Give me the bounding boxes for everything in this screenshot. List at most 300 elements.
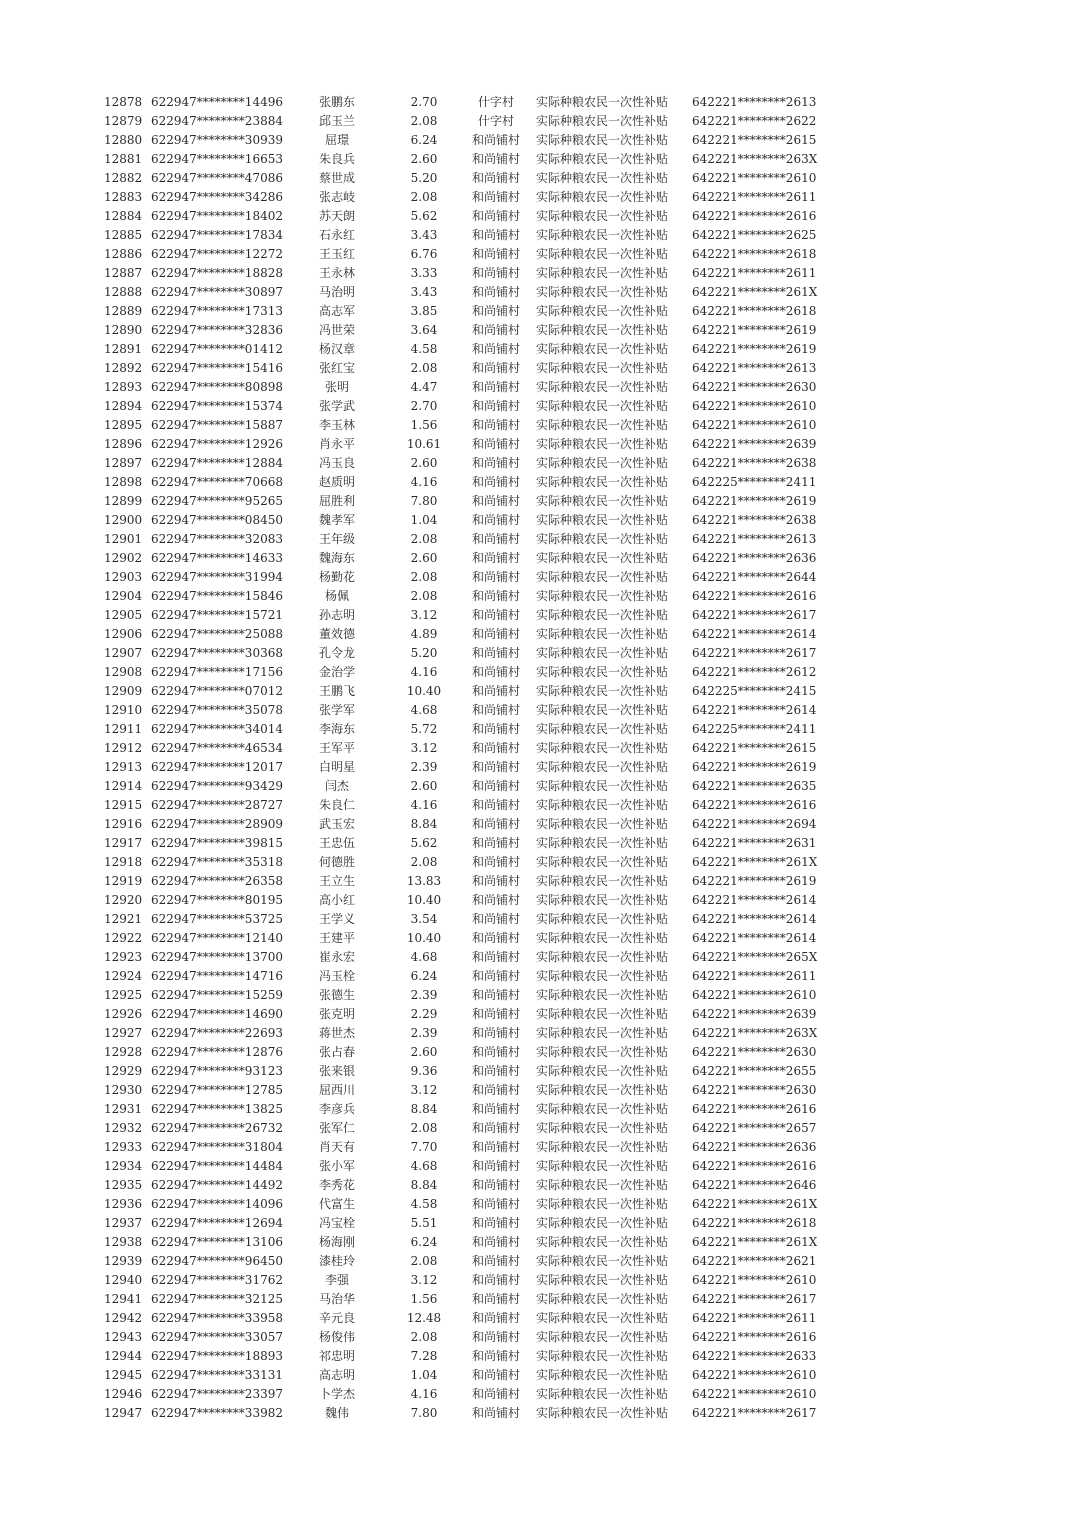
subsidy-type: 实际种粮农民一次性补贴 (536, 133, 669, 147)
bank-account: 622947********07012 (151, 684, 283, 698)
table-row (0, 986, 1074, 1005)
id-number: 642221********2617 (692, 1406, 817, 1420)
table-row (0, 834, 1074, 853)
table-row (0, 606, 1074, 625)
farmer-name: 孙志明 (318, 608, 355, 622)
subsidy-type: 实际种粮农民一次性补贴 (536, 1083, 669, 1097)
village-name: 和尚铺村 (471, 1273, 520, 1287)
bank-account: 622947********12140 (151, 931, 283, 945)
subsidy-amount: 4.58 (410, 1197, 438, 1211)
village-name: 和尚铺村 (471, 1178, 520, 1192)
row-number: 12891 (104, 342, 143, 356)
subsidy-type: 实际种粮农民一次性补贴 (536, 589, 669, 603)
row-number: 12932 (104, 1121, 143, 1135)
subsidy-amount: 3.43 (410, 285, 438, 299)
id-number: 642221********2618 (692, 247, 817, 261)
id-number: 642221********2611 (692, 1311, 817, 1325)
farmer-name: 武玉宏 (318, 817, 355, 831)
farmer-name: 杨俊伟 (318, 1330, 355, 1344)
bank-account: 622947********96450 (151, 1254, 283, 1268)
subsidy-amount: 6.24 (410, 133, 438, 147)
subsidy-amount: 3.12 (410, 1273, 438, 1287)
id-number: 642225********2411 (692, 722, 817, 736)
village-name: 和尚铺村 (471, 1330, 520, 1344)
bank-account: 622947********15721 (151, 608, 283, 622)
subsidy-type: 实际种粮农民一次性补贴 (536, 1235, 669, 1249)
table-row (0, 378, 1074, 397)
village-name: 什字村 (477, 95, 514, 109)
table-row (0, 93, 1074, 112)
farmer-name: 冯宝栓 (318, 1216, 355, 1230)
subsidy-type: 实际种粮农民一次性补贴 (536, 893, 669, 907)
subsidy-amount: 4.89 (410, 627, 438, 641)
farmer-name: 杨海刚 (318, 1235, 355, 1249)
village-name: 和尚铺村 (471, 304, 520, 318)
farmer-name: 王学义 (318, 912, 355, 926)
bank-account: 622947********28727 (151, 798, 283, 812)
farmer-name: 张学武 (318, 399, 355, 413)
bank-account: 622947********18893 (151, 1349, 283, 1363)
subsidy-amount: 3.12 (410, 741, 438, 755)
farmer-name: 杨勤花 (318, 570, 355, 584)
bank-account: 622947********17834 (151, 228, 283, 242)
id-number: 642221********2614 (692, 931, 817, 945)
table-row (0, 758, 1074, 777)
subsidy-amount: 7.80 (410, 494, 438, 508)
bank-account: 622947********17156 (151, 665, 283, 679)
row-number: 12934 (104, 1159, 143, 1173)
subsidy-amount: 5.72 (410, 722, 438, 736)
farmer-name: 李强 (324, 1273, 349, 1287)
table-row (0, 1195, 1074, 1214)
table-row (0, 1062, 1074, 1081)
subsidy-type: 实际种粮农民一次性补贴 (536, 950, 669, 964)
subsidy-amount: 7.28 (410, 1349, 438, 1363)
subsidy-amount: 4.16 (410, 1387, 438, 1401)
subsidy-amount: 2.39 (410, 988, 438, 1002)
farmer-name: 董效德 (318, 627, 355, 641)
village-name: 和尚铺村 (471, 722, 520, 736)
bank-account: 622947********31762 (151, 1273, 283, 1287)
table-row (0, 530, 1074, 549)
table-row (0, 967, 1074, 986)
row-number: 12928 (104, 1045, 143, 1059)
row-number: 12885 (104, 228, 143, 242)
bank-account: 622947********22693 (151, 1026, 283, 1040)
row-number: 12878 (104, 95, 143, 109)
subsidy-type: 实际种粮农民一次性补贴 (536, 209, 669, 223)
village-name: 和尚铺村 (471, 1406, 520, 1420)
subsidy-amount: 2.29 (410, 1007, 438, 1021)
table-row (0, 720, 1074, 739)
subsidy-type: 实际种粮农民一次性补贴 (536, 1254, 669, 1268)
table-row (0, 910, 1074, 929)
village-name: 和尚铺村 (471, 399, 520, 413)
subsidy-amount: 1.56 (410, 418, 438, 432)
table-row (0, 511, 1074, 530)
row-number: 12929 (104, 1064, 143, 1078)
table-row (0, 150, 1074, 169)
village-name: 和尚铺村 (471, 1387, 520, 1401)
village-name: 和尚铺村 (471, 1102, 520, 1116)
bank-account: 622947********17313 (151, 304, 283, 318)
subsidy-amount: 4.68 (410, 950, 438, 964)
row-number: 12906 (104, 627, 143, 641)
village-name: 和尚铺村 (471, 152, 520, 166)
id-number: 642221********2618 (692, 304, 817, 318)
subsidy-amount: 2.08 (410, 361, 438, 375)
village-name: 和尚铺村 (471, 570, 520, 584)
bank-account: 622947********12694 (151, 1216, 283, 1230)
subsidy-amount: 7.80 (410, 1406, 438, 1420)
subsidy-amount: 2.08 (410, 589, 438, 603)
row-number: 12887 (104, 266, 143, 280)
subsidy-type: 实际种粮农民一次性补贴 (536, 665, 669, 679)
row-number: 12903 (104, 570, 143, 584)
village-name: 和尚铺村 (471, 437, 520, 451)
table-row (0, 701, 1074, 720)
village-name: 和尚铺村 (471, 589, 520, 603)
village-name: 和尚铺村 (471, 1216, 520, 1230)
table-row (0, 321, 1074, 340)
village-name: 和尚铺村 (471, 1349, 520, 1363)
table-row (0, 1347, 1074, 1366)
subsidy-type: 实际种粮农民一次性补贴 (536, 1387, 669, 1401)
farmer-name: 王年级 (318, 532, 355, 546)
village-name: 和尚铺村 (471, 361, 520, 375)
farmer-name: 王玉红 (318, 247, 355, 261)
table-row (0, 739, 1074, 758)
id-number: 642221********2638 (692, 456, 817, 470)
farmer-name: 马治华 (318, 1292, 355, 1306)
subsidy-amount: 2.60 (410, 456, 438, 470)
id-number: 642221********2614 (692, 893, 817, 907)
table-row (0, 796, 1074, 815)
subsidy-type: 实际种粮农民一次性补贴 (536, 1273, 669, 1287)
subsidy-amount: 4.58 (410, 342, 438, 356)
subsidy-type: 实际种粮农民一次性补贴 (536, 1102, 669, 1116)
subsidy-amount: 4.16 (410, 475, 438, 489)
subsidy-amount: 1.56 (410, 1292, 438, 1306)
farmer-name: 朱良兵 (318, 152, 355, 166)
subsidy-type: 实际种粮农民一次性补贴 (536, 760, 669, 774)
subsidy-amount: 1.04 (410, 1368, 438, 1382)
table-row (0, 1290, 1074, 1309)
row-number: 12913 (104, 760, 143, 774)
village-name: 和尚铺村 (471, 1007, 520, 1021)
subsidy-amount: 5.51 (410, 1216, 438, 1230)
bank-account: 622947********33958 (151, 1311, 283, 1325)
subsidy-table (0, 93, 1074, 1423)
village-name: 和尚铺村 (471, 190, 520, 204)
id-number: 642221********2657 (692, 1121, 817, 1135)
table-row (0, 1328, 1074, 1347)
bank-account: 622947********32836 (151, 323, 283, 337)
farmer-name: 屈西川 (318, 1083, 355, 1097)
farmer-name: 白明星 (318, 760, 355, 774)
bank-account: 622947********14716 (151, 969, 283, 983)
row-number: 12918 (104, 855, 143, 869)
farmer-name: 代富生 (318, 1197, 355, 1211)
village-name: 和尚铺村 (471, 1368, 520, 1382)
village-name: 和尚铺村 (471, 1026, 520, 1040)
farmer-name: 邱玉兰 (318, 114, 355, 128)
bank-account: 622947********01412 (151, 342, 283, 356)
subsidy-type: 实际种粮农民一次性补贴 (536, 551, 669, 565)
village-name: 和尚铺村 (471, 513, 520, 527)
table-row (0, 1214, 1074, 1233)
village-name: 和尚铺村 (471, 209, 520, 223)
bank-account: 622947********32083 (151, 532, 283, 546)
id-number: 642221********2636 (692, 551, 817, 565)
id-number: 642221********2614 (692, 703, 817, 717)
id-number: 642221********2619 (692, 874, 817, 888)
subsidy-amount: 2.08 (410, 1254, 438, 1268)
subsidy-amount: 6.76 (410, 247, 438, 261)
row-number: 12897 (104, 456, 143, 470)
id-number: 642225********2415 (692, 684, 817, 698)
id-number: 642221********2614 (692, 627, 817, 641)
village-name: 和尚铺村 (471, 836, 520, 850)
farmer-name: 王永林 (318, 266, 355, 280)
row-number: 12916 (104, 817, 143, 831)
subsidy-amount: 3.43 (410, 228, 438, 242)
id-number: 642221********263X (692, 1026, 818, 1040)
id-number: 642221********2621 (692, 1254, 817, 1268)
table-row (0, 587, 1074, 606)
subsidy-amount: 8.84 (410, 817, 438, 831)
id-number: 642221********265X (692, 950, 818, 964)
table-row (0, 625, 1074, 644)
farmer-name: 王军平 (318, 741, 355, 755)
subsidy-type: 实际种粮农民一次性补贴 (536, 152, 669, 166)
subsidy-amount: 3.64 (410, 323, 438, 337)
village-name: 和尚铺村 (471, 228, 520, 242)
village-name: 和尚铺村 (471, 1254, 520, 1268)
bank-account: 622947********80898 (151, 380, 283, 394)
farmer-name: 卜学杰 (318, 1387, 355, 1401)
subsidy-amount: 10.40 (406, 893, 442, 907)
row-number: 12939 (104, 1254, 143, 1268)
row-number: 12908 (104, 665, 143, 679)
subsidy-type: 实际种粮农民一次性补贴 (536, 228, 669, 242)
village-name: 和尚铺村 (471, 133, 520, 147)
subsidy-type: 实际种粮农民一次性补贴 (536, 1007, 669, 1021)
subsidy-amount: 10.40 (406, 931, 442, 945)
subsidy-amount: 4.68 (410, 1159, 438, 1173)
row-number: 12909 (104, 684, 143, 698)
row-number: 12886 (104, 247, 143, 261)
bank-account: 622947********16653 (151, 152, 283, 166)
bank-account: 622947********12876 (151, 1045, 283, 1059)
subsidy-amount: 4.47 (410, 380, 438, 394)
table-row (0, 568, 1074, 587)
id-number: 642221********2617 (692, 646, 817, 660)
subsidy-type: 实际种粮农民一次性补贴 (536, 1330, 669, 1344)
farmer-name: 张军仁 (318, 1121, 355, 1135)
table-row (0, 1100, 1074, 1119)
id-number: 642221********2633 (692, 1349, 817, 1363)
table-row (0, 283, 1074, 302)
village-name: 和尚铺村 (471, 798, 520, 812)
id-number: 642221********2630 (692, 1045, 817, 1059)
subsidy-type: 实际种粮农民一次性补贴 (536, 494, 669, 508)
table-row (0, 1404, 1074, 1423)
village-name: 和尚铺村 (471, 1311, 520, 1325)
row-number: 12947 (104, 1406, 143, 1420)
row-number: 12905 (104, 608, 143, 622)
farmer-name: 金治学 (318, 665, 355, 679)
id-number: 642221********2639 (692, 1007, 817, 1021)
subsidy-amount: 6.24 (410, 969, 438, 983)
subsidy-type: 实际种粮农民一次性补贴 (536, 912, 669, 926)
subsidy-amount: 2.39 (410, 1026, 438, 1040)
row-number: 12910 (104, 703, 143, 717)
subsidy-type: 实际种粮农民一次性补贴 (536, 817, 669, 831)
subsidy-type: 实际种粮农民一次性补贴 (536, 437, 669, 451)
row-number: 12889 (104, 304, 143, 318)
row-number: 12938 (104, 1235, 143, 1249)
bank-account: 622947********15374 (151, 399, 283, 413)
table-row (0, 131, 1074, 150)
subsidy-type: 实际种粮农民一次性补贴 (536, 570, 669, 584)
farmer-name: 冯玉栓 (318, 969, 355, 983)
subsidy-type: 实际种粮农民一次性补贴 (536, 684, 669, 698)
id-number: 642221********2615 (692, 741, 817, 755)
table-row (0, 245, 1074, 264)
subsidy-type: 实际种粮农民一次性补贴 (536, 456, 669, 470)
row-number: 12917 (104, 836, 143, 850)
village-name: 和尚铺村 (471, 551, 520, 565)
village-name: 和尚铺村 (471, 247, 520, 261)
row-number: 12893 (104, 380, 143, 394)
farmer-name: 高志明 (318, 1368, 355, 1382)
subsidy-type: 实际种粮农民一次性补贴 (536, 1292, 669, 1306)
subsidy-type: 实际种粮农民一次性补贴 (536, 1159, 669, 1173)
id-number: 642221********2635 (692, 779, 817, 793)
subsidy-amount: 3.12 (410, 1083, 438, 1097)
bank-account: 622947********80195 (151, 893, 283, 907)
id-number: 642221********2610 (692, 1368, 817, 1382)
bank-account: 622947********31994 (151, 570, 283, 584)
village-name: 和尚铺村 (471, 684, 520, 698)
table-row (0, 1176, 1074, 1195)
farmer-name: 魏海东 (318, 551, 355, 565)
bank-account: 622947********15416 (151, 361, 283, 375)
row-number: 12898 (104, 475, 143, 489)
village-name: 和尚铺村 (471, 475, 520, 489)
village-name: 和尚铺村 (471, 893, 520, 907)
subsidy-type: 实际种粮农民一次性补贴 (536, 627, 669, 641)
row-number: 12920 (104, 893, 143, 907)
row-number: 12895 (104, 418, 143, 432)
bank-account: 622947********18402 (151, 209, 283, 223)
bank-account: 622947********47086 (151, 171, 283, 185)
row-number: 12946 (104, 1387, 143, 1401)
table-row (0, 549, 1074, 568)
id-number: 642221********2611 (692, 969, 817, 983)
farmer-name: 冯世荣 (318, 323, 355, 337)
id-number: 642221********2617 (692, 608, 817, 622)
id-number: 642221********2617 (692, 1292, 817, 1306)
village-name: 和尚铺村 (471, 342, 520, 356)
row-number: 12919 (104, 874, 143, 888)
id-number: 642221********2610 (692, 1387, 817, 1401)
id-number: 642221********2613 (692, 361, 817, 375)
village-name: 和尚铺村 (471, 1159, 520, 1173)
bank-account: 622947********15846 (151, 589, 283, 603)
subsidy-type: 实际种粮农民一次性补贴 (536, 646, 669, 660)
farmer-name: 张红宝 (318, 361, 355, 375)
bank-account: 622947********35078 (151, 703, 283, 717)
village-name: 和尚铺村 (471, 646, 520, 660)
farmer-name: 高小红 (318, 893, 355, 907)
subsidy-amount: 13.83 (406, 874, 442, 888)
bank-account: 622947********14484 (151, 1159, 283, 1173)
subsidy-type: 实际种粮农民一次性补贴 (536, 190, 669, 204)
id-number: 642221********2630 (692, 1083, 817, 1097)
bank-account: 622947********70668 (151, 475, 283, 489)
row-number: 12924 (104, 969, 143, 983)
table-row (0, 112, 1074, 131)
subsidy-type: 实际种粮农民一次性补贴 (536, 608, 669, 622)
farmer-name: 孔令龙 (318, 646, 355, 660)
farmer-name: 王立生 (318, 874, 355, 888)
row-number: 12935 (104, 1178, 143, 1192)
id-number: 642221********2622 (692, 114, 817, 128)
bank-account: 622947********23397 (151, 1387, 283, 1401)
id-number: 642221********2616 (692, 1159, 817, 1173)
row-number: 12890 (104, 323, 143, 337)
subsidy-amount: 3.12 (410, 608, 438, 622)
id-number: 642221********2619 (692, 342, 817, 356)
subsidy-type: 实际种粮农民一次性补贴 (536, 399, 669, 413)
subsidy-amount: 4.16 (410, 665, 438, 679)
subsidy-type: 实际种粮农民一次性补贴 (536, 874, 669, 888)
subsidy-type: 实际种粮农民一次性补贴 (536, 1121, 669, 1135)
village-name: 和尚铺村 (471, 969, 520, 983)
row-number: 12911 (104, 722, 143, 736)
village-name: 和尚铺村 (471, 323, 520, 337)
table-row (0, 644, 1074, 663)
farmer-name: 王建平 (318, 931, 355, 945)
village-name: 和尚铺村 (471, 1083, 520, 1097)
id-number: 642221********2636 (692, 1140, 817, 1154)
farmer-name: 石永红 (318, 228, 355, 242)
bank-account: 622947********30897 (151, 285, 283, 299)
subsidy-type: 实际种粮农民一次性补贴 (536, 1178, 669, 1192)
farmer-name: 张占春 (318, 1045, 355, 1059)
id-number: 642221********2610 (692, 418, 817, 432)
subsidy-type: 实际种粮农民一次性补贴 (536, 342, 669, 356)
row-number: 12922 (104, 931, 143, 945)
village-name: 和尚铺村 (471, 456, 520, 470)
table-row (0, 1138, 1074, 1157)
subsidy-type: 实际种粮农民一次性补贴 (536, 475, 669, 489)
id-number: 642221********2644 (692, 570, 817, 584)
farmer-name: 肖天有 (318, 1140, 355, 1154)
subsidy-type: 实际种粮农民一次性补贴 (536, 722, 669, 736)
table-row (0, 397, 1074, 416)
farmer-name: 漆桂玲 (318, 1254, 355, 1268)
table-row (0, 663, 1074, 682)
row-number: 12879 (104, 114, 143, 128)
row-number: 12881 (104, 152, 143, 166)
id-number: 642221********2612 (692, 665, 817, 679)
row-number: 12900 (104, 513, 143, 527)
bank-account: 622947********12785 (151, 1083, 283, 1097)
subsidy-amount: 2.39 (410, 760, 438, 774)
